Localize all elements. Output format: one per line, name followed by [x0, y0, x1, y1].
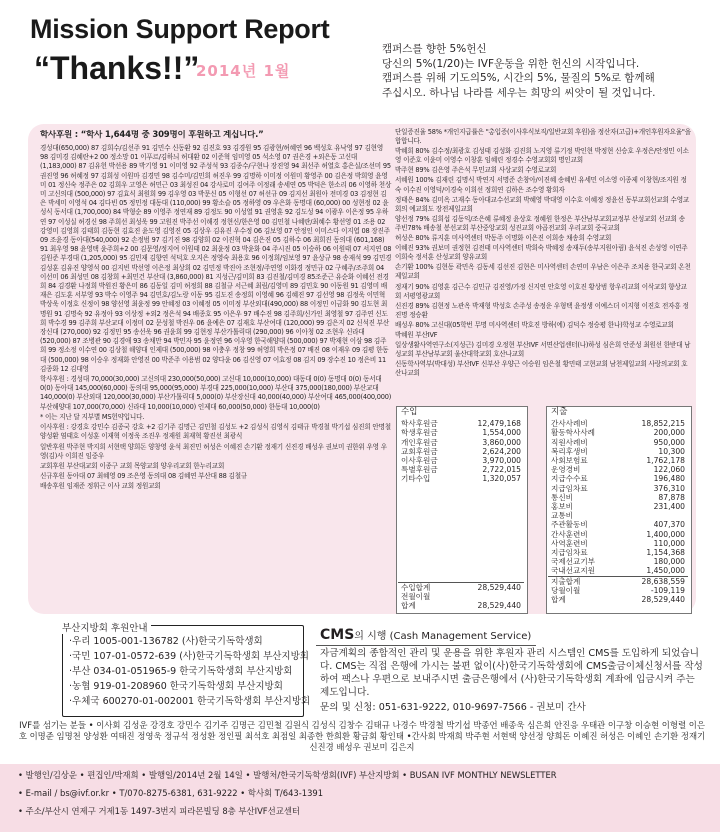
staff-support: 허성은 80% 류지훈 미사역센터 박동주 이명화 이은진 이희송 채송희 수영교회 [395, 234, 612, 243]
table-row: 교통비 [551, 511, 574, 521]
donor-list-right [395, 128, 691, 394]
table-row: 직원사례비 950,000 [551, 437, 685, 447]
staff-support: 일상생활사역연구소(지성근) 김미경 오정현 부산IVF 서면산업센터(나)하성 심은희 안준성 최원선 한받대 남성교회 부산남부교회 울산대학교회 호산나교회 [395, 341, 691, 359]
table-row: 간사사례비 18,852,215 [551, 419, 685, 429]
cms-body [320, 647, 706, 714]
staff-support: 박혜원 부산IVF [395, 330, 438, 339]
cms-divider [316, 645, 536, 646]
income-table [398, 408, 524, 484]
report-subtitle: “Thanks!!” [34, 50, 200, 86]
staff-support: 손기환 100% 김현동 곽민옥 김동세 김선진 김현은 미사역센터 손연미 우남은 이은주 조치용 한국교회 온천제일교회 [395, 263, 691, 281]
table-row: 간사훈련비 1,400,000 [551, 529, 685, 539]
bank-account-line: ·국민 107-01-0572-639 (사)한국기독학생회 부산지방회 [69, 651, 309, 662]
intro-text [382, 42, 712, 100]
table-row: 복리후생비 10,300 [551, 446, 685, 456]
table-row: 통신비 87,878 [551, 492, 685, 502]
table-row: 학사후원금 12,479,168 [401, 419, 521, 429]
table-row: 국제선교기부 180,000 [551, 557, 685, 567]
bank-account-line: ·우체국 600270-01-002001 한국기독학생회 부산지방회 [69, 696, 311, 707]
table-row: 홍보비 231,400 [551, 502, 685, 512]
footer-publisher: • 발행인/김상운 • 편집인/박재희 • 발행일/2014년 2월 14일 • 발행처/한국기독학생회(IVF) 부산지방회 • BUSAN IVF MONTHLY NEWSLETTER [18, 770, 557, 780]
bank-account-line: ·우리 1005-001-136782 (사)한국기독학생회 [69, 636, 263, 647]
cms-title-big: CMS [320, 627, 355, 643]
table-row: 지급수수료 196,480 [551, 474, 685, 484]
staff-support: 박주현 89% 김은영 주은석 무민교회 사상교회 수영로교회 [395, 166, 557, 175]
income-header: 수입 [401, 407, 418, 417]
donor-paragraph: 신규후원 동아대 07 최혜영 09 조은영 동의대 08 김혜연 부산대 88 김철규 [40, 472, 248, 481]
giving-summary: 학사후원 : 경성대 70,000(30,000) 고신의대 230,000(50,000) 고신대 10,000(10,000) 대동대 0(0) 동명대 0(0) 동서대 0(0) 동아대 145,000(60,000) 동의대 95,000(95,000) 부경대 225,000(10,000) 부산대 375,000(180,000) 부산교대 140,000(0) 부산외대 120,000(30,000) 부산가톨릭대 5,000(0) 부산장신대 40,000(40,000) 부산여대 465,000(400,000) 부산해양대 107,000(70,000) 신라대 10,000(10,000) 인제대 60,000(50,000) 한동대 10,000(0) [40, 375, 392, 411]
staff-support: 양선정 79% 김희섭 김동익/조은혜 류혜정 윤상호 정혜원 한정은 부산남부교회교정부 산성교회 선교회 송주빈78% 배송철 봉선교회 부산중앙교회 성진교회 야곱전교회 우리교회 중국교회 [395, 214, 685, 232]
table-row: 당월이월 -109,119 [551, 585, 685, 595]
staff-support: 신동학사역부(박대성) 부산IVF 신부산 우양근 이승원 임은철 황민태 고현교회 남천제일교회 사랑의교회 호산나교회 [395, 360, 688, 378]
cms-description: 자금계획의 종합적인 관리 및 운용을 위한 후원자 관리 시스템인 CMS를 도입하게 되었습니다. CMS는 직접 은행에 가시는 불편 없이(사)한국기독학생회에 CMS출금이체신청서를 작성하여 팩스나 우편으로 보내주시면 출금은행에서 (사)한국기독학생회 계좌에 입금시켜 주는 제도입니다. [320, 648, 703, 698]
report-title: Mission Support Report [30, 14, 330, 44]
staff-support: 배성우 80% 고신대(05학번 무명 미사역센터 박호진 방하(에) 김덕수 정승평 한나)학성교 수영로교회 [395, 320, 674, 329]
cms-title-rest: 의 시행 (Cash Management Service) [354, 631, 532, 642]
staff-support: 정태은 84% 김미옥 고재수 동아대교수선교회 박혜영 박대영 이수호 이혜정 정윤선 동부교회선교회 수영교회의 예교회도 장전제일교회 [395, 195, 690, 213]
staff-support: 박혜희 80% 김수정/최광호 김성태 김성화 김진희 노지영 류기정 박인현 박정현 신승호 우정은/안정민 이소영 이준호 이윤미 이영수 이창훈 임혜린 정경수 수영교회회 명인교회 [395, 147, 689, 165]
income-totals [398, 582, 524, 611]
bank-title: 부산지방회 후원안내 [59, 620, 151, 634]
table-row: 학생후원금 1,554,000 [401, 428, 521, 438]
staff-support: 서혜원 100% 김재린 김명식 박연지 서명준 손창아/이진혜 송혜빈 유세민 이소영 이종제 이창현/조지원 정숙 이수진 이영덕/이경숙 이희선 정희연 김하은 조수영 황희자 [395, 176, 687, 194]
bank-account-box [62, 623, 311, 717]
intro-line: 캠퍼스를 향한 5%헌신 [382, 43, 487, 55]
table-row: 기타수입 1,320,057 [401, 474, 521, 484]
table-row: 합계 28,529,440 [401, 601, 521, 611]
staff-support: 신진경 89% 김현정 노관옥 박재형 박성호 손주성 송정운 우형택 윤정생 이예스더 이지형 이진호 전자흥 정진명 정승환 [395, 301, 689, 319]
table-row: 사역훈련비 110,000 [551, 538, 685, 548]
staff-support: 정재기 90% 김영훈 김근수 김민규 김진영/가정 신지연 안호영 이호진 황상범 항우리교회 이삭교회 향상교회 서평영광교회 [395, 282, 687, 300]
expense-header: 지출 [551, 407, 568, 417]
table-row: 합계 28,529,440 [551, 595, 685, 605]
donor-paragraph: 배송후원 임재준 정휘근 이사 교회 정원교회 [40, 482, 161, 491]
footer [0, 764, 720, 832]
bank-account-line: ·농협 919-01-208960 한국기독학생회 부산지방회 [69, 681, 283, 692]
footer-address: • 주소/부산시 연제구 거제1동 1497-3번지 피라몬빌딩 8층 부산IVF선교센터 [18, 806, 300, 816]
intro-line: 당신의 5%(1/20)는 IVF운동을 위한 헌신의 시작입니다. [382, 57, 640, 70]
table-row: 지급임차료 1,154,368 [551, 548, 685, 558]
table-row: 개인후원금 3,860,000 [401, 437, 521, 447]
table-row: 이사후원금 3,970,000 [401, 456, 521, 466]
table-row: 활동학사사례 200,000 [551, 428, 685, 438]
table-row: 수입합계 28,529,440 [398, 583, 524, 593]
table-row: 사회보험료 1,762,178 [551, 456, 685, 466]
cms-contact: 문의 및 신청: 051-631-9222, 010-9697-7566 - 권보미 간사 [320, 702, 586, 713]
staff-support: 이혜진 93% 권보미 권정현 김전태 미사역센터 박희숙 박혜정 송재두(송부지원아림) 윤석진 손성영 이연주 이희숙 정서훈 산성교회 양유교회 [395, 244, 688, 262]
table-row: 지출합계 28,638,559 [548, 576, 688, 586]
issue-date: 2014년 1월 [196, 62, 291, 80]
table-row: 주관활동비 407,370 [551, 520, 685, 530]
table-row: 특별후원금 2,722,015 [401, 465, 521, 475]
donor-paragraph: 이사후원 : 강경호 강민수 김종국 강호 +2 김기주 김명근 김민철 김성도 +2 김성식 김영식 김태규 박경철 박기섭 심진희 안명철 양성환 염태호 이성훈 이재혁 이정욱 조진우 정재원 최재혁 황진선 최광식 [40, 423, 391, 441]
cms-title [320, 627, 531, 643]
expense-table [548, 408, 688, 604]
footer-contact: • E-mail / bs@ivf.or.kr • T/070-8275-6381, 631-9222 • 학사회 T/643-1391 [18, 788, 324, 798]
table-row: 전월이월 [401, 592, 431, 602]
intro-line: 주십시오. 하나님 나라를 세우는 희망의 씨앗이 될 것입니다. [382, 86, 656, 99]
donor-paragraph: 경성대(650,000) 87 김희수/김선주 91 김민수 신동환 92 김진호 93 김경원 95 김광현/허혜연 96 백성호 유낙영 97 김현영 98 김미경 김혜란+2 00 정소망 01 이푸르/김하늬 허대환 02 이준혁 임미영 05 석소영 07 권은경 +외은동 고신대 (1,183,000) 87 김유헌 박선용 89 박기영 91 이미영 92 주성석 93 김종수/구현나 장진영 94 최선주 허열호 홍은실/조선미 95 권진영 96 허혜정 97 김희성 이원마 김경민 98 김수미/김민희 허진우 99 김명하 이미정 이원미 황영주 00 김은정 박희영 윤영미 01 정신숙 정주은 02 김희우 고영은 허민근 03 최성진 04 강사로미 김여주 이정래 송세연 05 박덕은 한소리 06 이영하 천상미 고신의대 (500,000) 97 김효식 최원희 99 김우영 03 박문신 05 이형선 07 허선규 09 김지선 최원아 전미경 03 김정현 김은 박세미 이영석 04 김다빈 05 정민정 대동대 (110,000) 99 황소슬 05 정하영 09 우은화 동명대 (60,000) 00 성현정 02 윤성식 동서대 (1,700,000) 84 박형순 89 이영주 정연재 89 김정도 90 이성열 91 권영훈 92 김도성 94 이광우 이은정 95 우하연 97 이성실 허경신 98 주희선 최성욱 99 고원진 박주선 이해경 정현신/한은영 00 김민철 나혜란/최혜수 황선영 01 조용 02 강영미 김영희 김태희 김동현 김효진 윤도영 김영진 05 김상우 김유진 우수정 06 김보영 07 안정인 이미스다 이지엽 08 장진주 09 조윤경 동아대(540,000) 92 손정범 97 김기진 98 김양희 02 이진혁 04 김은진 05 김하수 06 최희진 동의대 (601,168) 91 최우영 98 윤영택 윤주희+2 00 김문영/정지여 이원태 02 최윤정 03 박윤화 04 주시진 05 이승하 06 이원태 07 서지연 08 김원준 부경대 (1,205,000) 95 김민재 김향연 석덕호 오지은 정영숙 최용호 96 이정희/임보영 97 윤상규 98 송재석 99 김민경 김성훈 김유진 양영석 00 김지빈 박선영 이은정 최상희 02 김민정 박진아 조현정/주연영 이화경 정민규 02 구혜주/조주희 04 이선미 06 최성민 08 김창희 +최민건 부산대 (3,860,000) 81 지성근/김미희 83 김진철/김미경 85조준근 유순화 이혜선 전경희 84 김경환 나정희 박원진 황은미 86 김동일 김미 허정희 88 김철규 서근혜 최림/김영미 89 김민호 90 이동원 91 김영미 배재은 김도훈 서부영 93 박수 이영주 94 김민호/김노랑 이동 95 김도진 송정희 이영혜 96 김혜진 97 김선영 98 김정욱 이민혁 박상욱 이정호 신정이 98 양선영 최윤정 99 안혜정 03 이혜정 05 이미정 부산외대(490,000) 88 이정민 이금화 90 김도현 최명원 91 김명숙 92 유정아 93 이상정 +외2 정은석 94 배종호 95 이은우 97 배수진 98 김주희/신가인 최영철 97 김주연 신도희 박수경 99 김주희 부산교대 이정미 02 문성철 박진우 06 윤예은 07 김재호 부산여대 (120,000) 99 김은지 02 신석진 부산장신대 (270,000) 92 김정민 95 송선욱 96 권윤희 99 김현정 부산가톨릭대 (290,000) 96 이아청 02 조현우 신라대 (520,000) 87 조병관 90 김경애 93 송채만 94 박민자 95 윤정연 96 이우영 한국해양대 (500,000) 97 박재현 이삼 98 김주희 99 정소정 이수연 00 김상철 해양대 인제대 (500,000) 98 이충우 정창 99 허영희 박은정 07 배진 08 이재우 09 김평 한동대 (500,000) 98 이승우 정재화 안영진 00 박준주 이용범 02 양다윤 06 김신영 07 이효정 08 김지 09 장수진 10 정은비 11 김종화 12 김대영 [40, 144, 392, 373]
bank-account-line: ·부산 034-01-051965-9 한국기독학생회 부산지방회 [69, 666, 293, 677]
table-row: 지급임차료 376,310 [551, 483, 685, 493]
cms-notice [316, 625, 710, 717]
donor-paragraph: 일반후원 박주현 박지희 서현택 양희돈 양창영 윤석 최진민 허성은 이혜진 손기환 정재기 신진경 배성우 권보미 권한위 우영 우영(김)사 이희진 임중우 [40, 442, 387, 460]
table-row: 국내선교지원 1,450,000 [551, 566, 685, 576]
donor-heading: 학사후원 : “학사 1,644명 중 309명이 후원하고 계십니다.” [40, 130, 264, 140]
thanks-list: IVF를 섬기는 분들 • 이사회 김성운 강경호 강민수 김기주 김명근 김민철 김원식 김성식 김창수 김태규 나경수 박경철 박기섭 박종언 배종욱 심은희 안진응 우태관 이구창 이승현 이형렬 이은호 이명준 임명천 양성환 여태진 정영욱 정규석 정성환 정인필 최석호 최점일 최종한 한희환 황금회 황인태 •간사회 박재희 박주현 서현택 양선정 양희돈 이혜진 허성은 이혜인 손기환 정재기 신진경 배성우 권보미 김은지 [18, 720, 706, 753]
donor-list-left [40, 130, 392, 608]
table-row: 교회후원금 2,624,200 [401, 446, 521, 456]
table-row: 운영경비 122,060 [551, 465, 685, 475]
donor-paragraph: 교회후원 부산대교회 이종구 교회 목양교회 양우리교회 한누리교회 [40, 461, 225, 470]
staff-support: 단일증진율 58% *개인지급률은 "총입증(이사후식보직/일반교회 후원)을 정산자(고급)+개인후원자요율"을 합합니다. [395, 128, 691, 146]
intro-line: 캠퍼스를 위해 기도의5%, 시간의 5%, 물질의 5%로 함께해 [382, 72, 655, 84]
giving-note: * 이는 지난 달 지부별 MS헌약입니다. [40, 412, 145, 421]
